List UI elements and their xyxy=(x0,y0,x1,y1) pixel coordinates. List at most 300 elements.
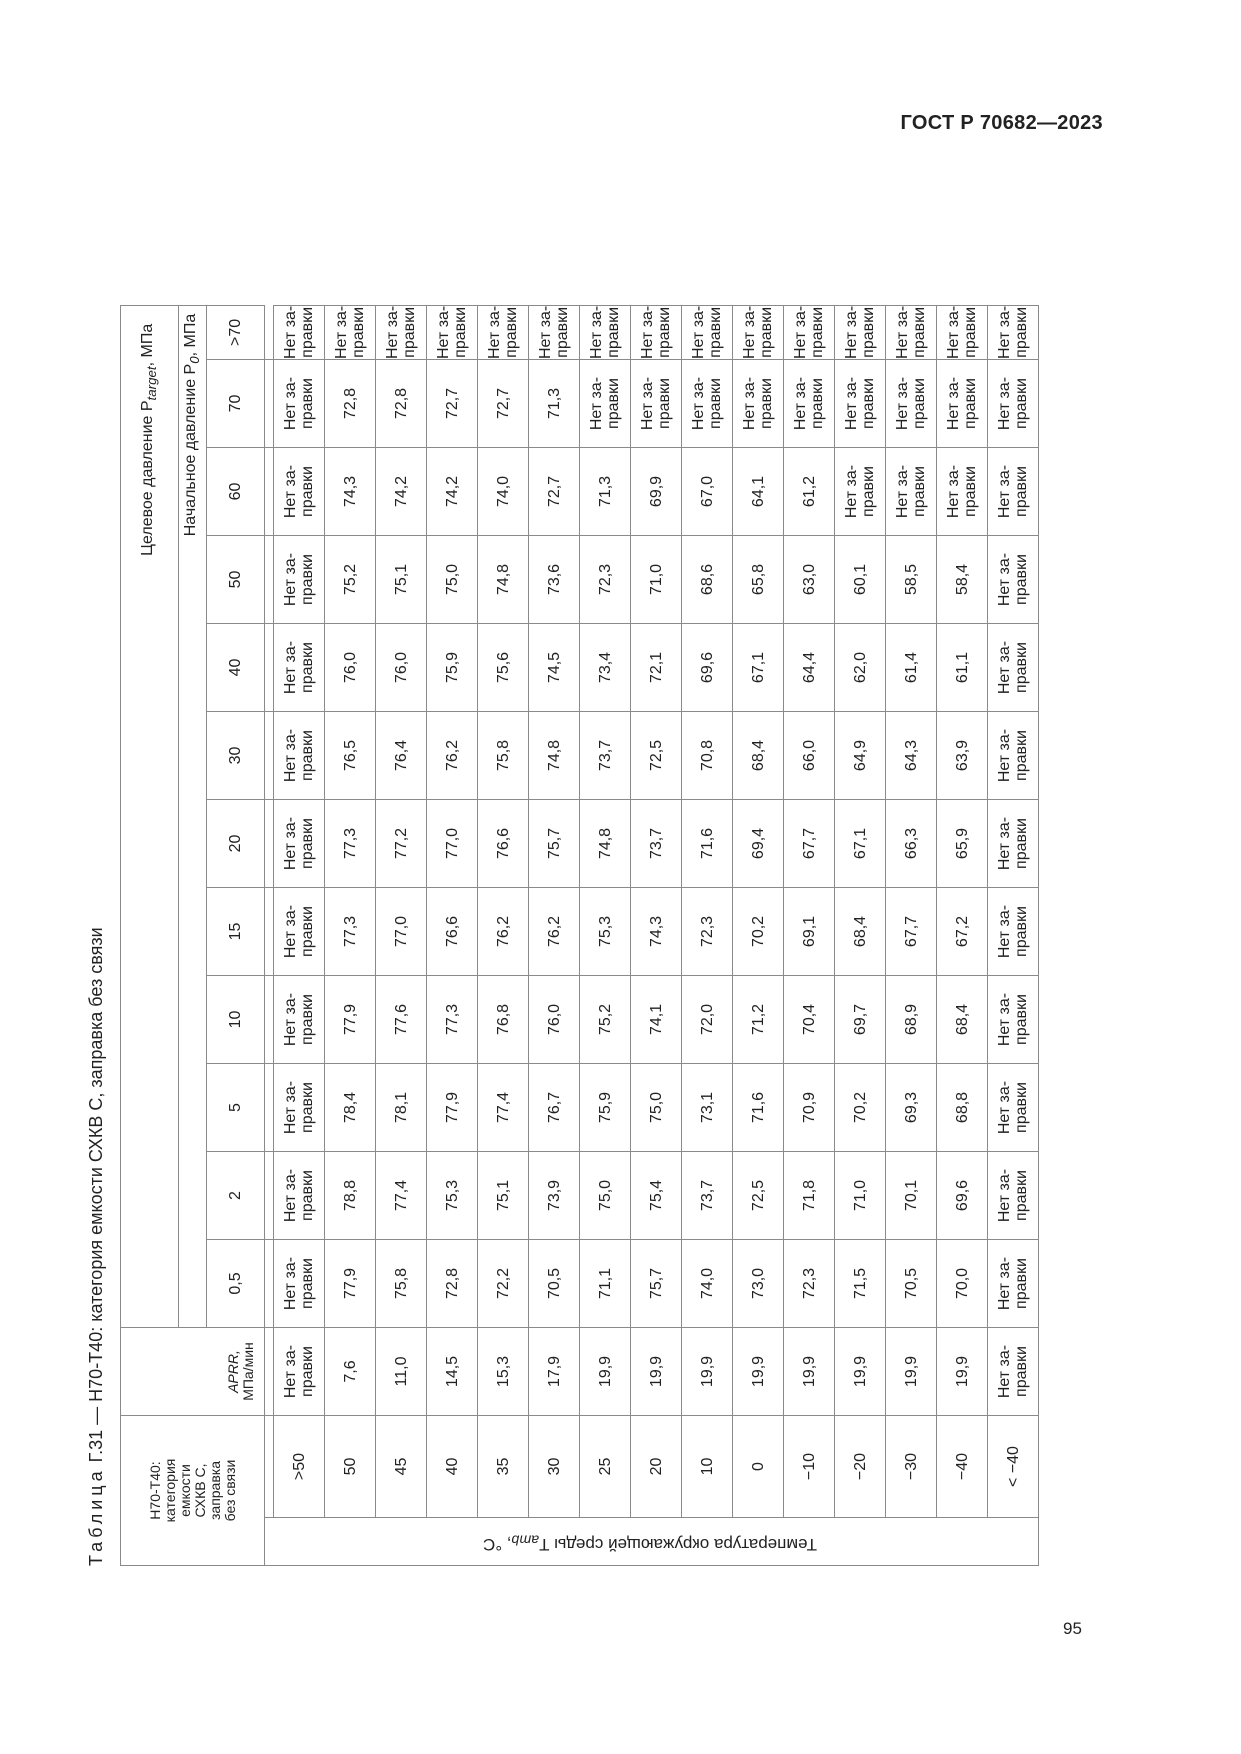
cell-text-line: Нет за- xyxy=(843,376,860,431)
pressure-cell: 63,9 xyxy=(937,712,988,800)
cell-text-line: правки xyxy=(299,818,316,869)
cell-text-line: правки xyxy=(299,554,316,605)
cell-text-line: Нет за- xyxy=(537,305,554,359)
pressure-cell xyxy=(682,305,733,359)
pressure-cell xyxy=(274,305,325,359)
table-row xyxy=(835,305,886,1565)
pressure-cell xyxy=(274,712,325,800)
pressure-cell xyxy=(937,360,988,448)
cell-text-line: правки xyxy=(1013,994,1030,1045)
pressure-cell: 71,8 xyxy=(784,1152,835,1240)
cell-text-line: правки xyxy=(299,306,316,358)
pressure-cell: 73,9 xyxy=(529,1152,580,1240)
aprr-cell: 7,6 xyxy=(325,1328,376,1416)
pressure-cell: 75,7 xyxy=(529,800,580,888)
spacer-cell xyxy=(265,976,274,1064)
pressure-cell: 72,7 xyxy=(427,360,478,448)
cell-text-line: Нет за- xyxy=(945,305,962,359)
pressure-cell xyxy=(274,1152,325,1240)
pressure-cell: 77,6 xyxy=(376,976,427,1064)
cell-text-line: Нет за- xyxy=(588,376,605,431)
p0-column-header: 0,5 xyxy=(207,1240,265,1328)
pressure-cell xyxy=(580,360,631,448)
pressure-cell: 76,6 xyxy=(427,888,478,976)
pressure-cell: 76,8 xyxy=(478,976,529,1064)
pressure-cell: 72,8 xyxy=(427,1240,478,1328)
aprr-cell: 15,3 xyxy=(478,1328,529,1416)
pressure-cell: 73,6 xyxy=(529,536,580,624)
pressure-cell: 72,3 xyxy=(784,1240,835,1328)
aprr-unit: МПа/мин xyxy=(240,1342,256,1401)
spacer-cell xyxy=(265,448,274,536)
cell-text-line: правки xyxy=(299,1346,316,1397)
pressure-cell: 61,1 xyxy=(937,624,988,712)
table-row xyxy=(682,305,733,1565)
pressure-cell: 75,3 xyxy=(427,1152,478,1240)
page-number: 95 xyxy=(1063,1619,1082,1638)
cell-text-line: Нет за- xyxy=(282,552,299,607)
cell-text-line: правки xyxy=(911,466,928,517)
cell-text-line: правки xyxy=(707,306,724,358)
spacer-cell xyxy=(265,1240,274,1328)
cell-text-line: Нет за- xyxy=(792,305,809,359)
cell-text-line: правки xyxy=(860,378,877,429)
pressure-cell xyxy=(427,305,478,359)
table-row xyxy=(580,305,631,1565)
pressure-cell: 64,4 xyxy=(784,624,835,712)
pressure-cell: 71,2 xyxy=(733,976,784,1064)
table-row xyxy=(886,305,937,1565)
pressure-cell xyxy=(376,305,427,359)
pressure-cell: 75,8 xyxy=(478,712,529,800)
pressure-cell: 77,4 xyxy=(376,1152,427,1240)
spacer-cell xyxy=(265,1152,274,1240)
cell-text-line: Нет за- xyxy=(639,305,656,359)
pressure-cell: 78,1 xyxy=(376,1064,427,1152)
caption-prefix: Таблица xyxy=(86,1467,106,1566)
cell-text-line: правки xyxy=(656,378,673,429)
corner-header-line: категория xyxy=(161,1458,178,1523)
pressure-cell: 71,1 xyxy=(580,1240,631,1328)
p0-column-header: 2 xyxy=(207,1152,265,1240)
cell-text-line: правки xyxy=(656,306,673,358)
pressure-cell: 75,0 xyxy=(580,1152,631,1240)
pressure-cell: 68,4 xyxy=(835,888,886,976)
pressure-cell: 64,3 xyxy=(886,712,937,800)
pressure-cell: 65,9 xyxy=(937,800,988,888)
pressure-cell: 68,9 xyxy=(886,976,937,1064)
cell-text-line: правки xyxy=(962,378,979,429)
pressure-cell xyxy=(886,360,937,448)
table-row xyxy=(937,305,988,1565)
pressure-cell: 72,5 xyxy=(733,1152,784,1240)
pressure-cell xyxy=(988,800,1039,888)
pressure-cell: 69,7 xyxy=(835,976,886,1064)
pressure-cell xyxy=(325,305,376,359)
pressure-cell: 76,2 xyxy=(427,712,478,800)
cell-text-line: Нет за- xyxy=(894,464,911,519)
table-caption xyxy=(80,927,120,1566)
pressure-cell: 70,5 xyxy=(886,1240,937,1328)
pressure-cell: 70,5 xyxy=(529,1240,580,1328)
temperature-cell: 40 xyxy=(427,1416,478,1518)
p0-column-header: 30 xyxy=(207,712,265,800)
target-pressure-unit: , МПа xyxy=(138,323,156,367)
corner-header-line: заправка xyxy=(206,1461,223,1521)
pressure-cell: 64,1 xyxy=(733,448,784,536)
pressure-cell: 73,7 xyxy=(682,1152,733,1240)
pressure-cell xyxy=(274,448,325,536)
temperature-cell: −20 xyxy=(835,1416,886,1518)
spacer-cell xyxy=(265,800,274,888)
pressure-cell: 72,3 xyxy=(580,536,631,624)
pressure-cell: 77,9 xyxy=(427,1064,478,1152)
cell-text-line: Нет за- xyxy=(894,376,911,431)
temperature-cell: >50 xyxy=(274,1416,325,1518)
pressure-cell: 67,2 xyxy=(937,888,988,976)
pressure-cell: 66,0 xyxy=(784,712,835,800)
table-row xyxy=(733,305,784,1565)
temperature-cell: −10 xyxy=(784,1416,835,1518)
cell-text-line: Нет за- xyxy=(996,904,1013,959)
pressure-cell: 67,1 xyxy=(835,800,886,888)
corner-header-line: СХКВ С, xyxy=(191,1463,208,1518)
table-row xyxy=(784,305,835,1565)
p0-column-header: 5 xyxy=(207,1064,265,1152)
pressure-cell xyxy=(631,360,682,448)
pressure-cell: 72,0 xyxy=(682,976,733,1064)
cell-text-line: правки xyxy=(605,306,622,358)
spacer-cell xyxy=(265,536,274,624)
temperature-cell: 50 xyxy=(325,1416,376,1518)
pressure-cell xyxy=(580,305,631,359)
pressure-cell: 77,9 xyxy=(325,976,376,1064)
p0-column-header: 40 xyxy=(207,624,265,712)
p0-column-header: 15 xyxy=(207,888,265,976)
spacer-cell xyxy=(265,712,274,800)
temperature-cell: −30 xyxy=(886,1416,937,1518)
pressure-cell: 76,0 xyxy=(325,624,376,712)
pressure-cell: 73,4 xyxy=(580,624,631,712)
corner-header-line: Н70-Т40: xyxy=(146,1461,163,1520)
cell-text-line: Нет за- xyxy=(282,992,299,1047)
cell-text-line: Нет за- xyxy=(690,376,707,431)
cell-text-line: Нет за- xyxy=(996,728,1013,783)
spacer-cell xyxy=(265,1328,274,1416)
cell-text-line: Нет за- xyxy=(282,305,299,359)
cell-text-line: правки xyxy=(554,306,571,358)
pressure-cell: 74,2 xyxy=(376,448,427,536)
aprr-cell xyxy=(988,1328,1039,1416)
pressure-cell: 72,8 xyxy=(325,360,376,448)
corner-header xyxy=(121,1416,265,1566)
pressure-cell: 74,8 xyxy=(529,712,580,800)
rotated-table-block xyxy=(80,172,1080,1566)
cell-text-line: правки xyxy=(401,306,418,358)
document-code: ГОСТ Р 70682—2023 xyxy=(900,112,1103,134)
initial-pressure-subscript: 0 xyxy=(187,356,203,364)
pressure-cell: 75,3 xyxy=(580,888,631,976)
pressure-cell: 72,3 xyxy=(682,888,733,976)
pressure-cell: 75,6 xyxy=(478,624,529,712)
cell-text-line: Нет за- xyxy=(996,1256,1013,1311)
pressure-cell: 76,5 xyxy=(325,712,376,800)
pressure-cell: 74,5 xyxy=(529,624,580,712)
pressure-cell xyxy=(988,360,1039,448)
pressure-cell xyxy=(988,888,1039,976)
cell-text-line: правки xyxy=(299,466,316,517)
cell-text-line: правки xyxy=(299,994,316,1045)
temperature-cell: 30 xyxy=(529,1416,580,1518)
pressure-cell xyxy=(733,360,784,448)
cell-text-line: правки xyxy=(707,378,724,429)
aprr-cell: 17,9 xyxy=(529,1328,580,1416)
pressure-cell: 77,2 xyxy=(376,800,427,888)
cell-text-line: правки xyxy=(962,306,979,358)
cell-text-line: правки xyxy=(1013,554,1030,605)
pressure-cell: 71,6 xyxy=(682,800,733,888)
cell-text-line: Нет за- xyxy=(282,376,299,431)
initial-pressure-header xyxy=(179,305,207,1327)
cell-text-line: правки xyxy=(1013,730,1030,781)
pressure-cell: 75,2 xyxy=(325,536,376,624)
cell-text-line: правки xyxy=(1013,378,1030,429)
cell-text-line: правки xyxy=(758,378,775,429)
pressure-cell: 60,1 xyxy=(835,536,886,624)
cell-text-line: правки xyxy=(1013,466,1030,517)
pressure-cell: 72,7 xyxy=(529,448,580,536)
pressure-cell: 71,3 xyxy=(580,448,631,536)
cell-text-line: Нет за- xyxy=(843,464,860,519)
cell-text-line: Нет за- xyxy=(996,992,1013,1047)
pressure-cell: 69,9 xyxy=(631,448,682,536)
table-row xyxy=(988,305,1039,1565)
pressure-cell xyxy=(274,536,325,624)
target-pressure-subscript: target xyxy=(144,366,160,401)
pressure-cell: 78,8 xyxy=(325,1152,376,1240)
pressure-cell xyxy=(988,624,1039,712)
pressure-cell xyxy=(682,360,733,448)
pressure-cell: 61,4 xyxy=(886,624,937,712)
cell-text-line: правки xyxy=(1013,1170,1030,1221)
cell-text-line: Нет за- xyxy=(996,552,1013,607)
pressure-cell: 76,6 xyxy=(478,800,529,888)
pressure-cell xyxy=(274,624,325,712)
temperature-cell: 10 xyxy=(682,1416,733,1518)
pressure-cell: 75,9 xyxy=(580,1064,631,1152)
initial-pressure-label: Начальное давление P xyxy=(181,363,199,537)
cell-text-line: правки xyxy=(911,306,928,358)
pressure-cell: 67,7 xyxy=(784,800,835,888)
pressure-cell xyxy=(988,712,1039,800)
pressure-cell xyxy=(886,448,937,536)
cell-text-line: Нет за- xyxy=(894,305,911,359)
pressure-cell: 75,7 xyxy=(631,1240,682,1328)
cell-text-line: правки xyxy=(1013,1346,1030,1397)
cell-text-line: Нет за- xyxy=(282,816,299,871)
table-row xyxy=(427,305,478,1565)
table-row xyxy=(529,305,580,1565)
pressure-cell: 70,2 xyxy=(733,888,784,976)
cell-text-line: правки xyxy=(1013,1258,1030,1309)
pressure-cell: 66,3 xyxy=(886,800,937,888)
pressure-cell: 74,8 xyxy=(580,800,631,888)
pressure-cell: 65,8 xyxy=(733,536,784,624)
p0-column-header: >70 xyxy=(207,305,265,359)
pressure-cell: 76,7 xyxy=(529,1064,580,1152)
aprr-cell: 14,5 xyxy=(427,1328,478,1416)
cell-text-line: правки xyxy=(452,306,469,358)
cell-text-line: Нет за- xyxy=(282,1168,299,1223)
pressure-cell: 68,6 xyxy=(682,536,733,624)
table-row xyxy=(274,305,325,1565)
spacer-cell xyxy=(265,1064,274,1152)
aprr-cell: 19,9 xyxy=(835,1328,886,1416)
pressure-cell: 72,1 xyxy=(631,624,682,712)
aprr-cell: 19,9 xyxy=(580,1328,631,1416)
pressure-cell: 70,8 xyxy=(682,712,733,800)
initial-pressure-unit: , МПа xyxy=(181,313,199,357)
cell-text-line: Нет за- xyxy=(588,305,605,359)
aprr-cell: 19,9 xyxy=(631,1328,682,1416)
target-pressure-label: Целевое давление P xyxy=(138,400,156,556)
pressure-cell: 75,0 xyxy=(427,536,478,624)
pressure-cell: 75,4 xyxy=(631,1152,682,1240)
cell-text-line: правки xyxy=(860,466,877,517)
pressure-cell: 68,4 xyxy=(733,712,784,800)
spacer-row xyxy=(265,305,274,1565)
corner-header-text xyxy=(148,1416,238,1565)
cell-text-line: правки xyxy=(860,306,877,358)
pressure-cell: 77,4 xyxy=(478,1064,529,1152)
pressure-cell: 58,5 xyxy=(886,536,937,624)
pressure-cell: 69,1 xyxy=(784,888,835,976)
pressure-cell: 73,7 xyxy=(631,800,682,888)
pressure-cell: 76,0 xyxy=(529,976,580,1064)
cell-text-line: Нет за- xyxy=(435,305,452,359)
pressure-cell xyxy=(988,1152,1039,1240)
pressure-cell: 74,8 xyxy=(478,536,529,624)
pressure-cell xyxy=(733,305,784,359)
cell-text-line: Нет за- xyxy=(486,305,503,359)
p0-column-header: 10 xyxy=(207,976,265,1064)
pressure-cell: 75,1 xyxy=(376,536,427,624)
pressure-cell: 70,9 xyxy=(784,1064,835,1152)
data-table xyxy=(120,305,1039,1566)
cell-text-line: правки xyxy=(1013,1082,1030,1133)
cell-text-line: Нет за- xyxy=(843,305,860,359)
cell-text-line: Нет за- xyxy=(333,305,350,359)
temperature-cell: < −40 xyxy=(988,1416,1039,1518)
cell-text-line: правки xyxy=(1013,906,1030,957)
cell-text-line: Нет за- xyxy=(996,376,1013,431)
pressure-cell: 72,8 xyxy=(376,360,427,448)
aprr-header xyxy=(121,1328,265,1416)
cell-text-line: Нет за- xyxy=(996,305,1013,359)
temperature-label-subscript: amb xyxy=(511,1531,539,1548)
pressure-cell: 61,2 xyxy=(784,448,835,536)
aprr-cell: 19,9 xyxy=(937,1328,988,1416)
pressure-cell: 69,3 xyxy=(886,1064,937,1152)
cell-text-line: правки xyxy=(299,1258,316,1309)
cell-text-line: Нет за- xyxy=(282,728,299,783)
pressure-cell: 69,6 xyxy=(682,624,733,712)
cell-text-line: правки xyxy=(299,642,316,693)
pressure-cell: 74,3 xyxy=(631,888,682,976)
pressure-cell: 63,0 xyxy=(784,536,835,624)
pressure-cell: 77,3 xyxy=(325,888,376,976)
pressure-cell: 67,0 xyxy=(682,448,733,536)
pressure-cell xyxy=(529,305,580,359)
pressure-cell: 67,7 xyxy=(886,888,937,976)
cell-text-line: Нет за- xyxy=(996,640,1013,695)
spacer-cell xyxy=(265,624,274,712)
table-row xyxy=(631,305,682,1565)
cell-text-line: правки xyxy=(299,1082,316,1133)
p0-column-header: 60 xyxy=(207,448,265,536)
table-row xyxy=(325,305,376,1565)
pressure-cell xyxy=(988,1240,1039,1328)
pressure-cell xyxy=(988,976,1039,1064)
cell-text-line: Нет за- xyxy=(282,1344,299,1399)
pressure-cell: 70,0 xyxy=(937,1240,988,1328)
temperature-label-text: Температура окружающей среды T xyxy=(538,1534,817,1554)
pressure-cell: 64,9 xyxy=(835,712,886,800)
pressure-cell xyxy=(886,305,937,359)
corner-header-line: без связи xyxy=(221,1459,238,1522)
pressure-cell: 75,8 xyxy=(376,1240,427,1328)
pressure-cell xyxy=(274,1240,325,1328)
pressure-cell: 74,0 xyxy=(478,448,529,536)
p0-column-header: 70 xyxy=(207,360,265,448)
cell-text-line: правки xyxy=(605,378,622,429)
pressure-cell: 70,4 xyxy=(784,976,835,1064)
aprr-cell: 19,9 xyxy=(733,1328,784,1416)
pressure-cell xyxy=(784,305,835,359)
pressure-cell: 70,1 xyxy=(886,1152,937,1240)
aprr-cell: 11,0 xyxy=(376,1328,427,1416)
pressure-cell xyxy=(274,800,325,888)
cell-text-line: правки xyxy=(299,1170,316,1221)
temperature-cell: 35 xyxy=(478,1416,529,1518)
cell-text-line: Нет за- xyxy=(741,376,758,431)
temperature-label xyxy=(483,1530,817,1552)
cell-text-line: Нет за- xyxy=(282,640,299,695)
pressure-cell xyxy=(988,1064,1039,1152)
p0-column-header: 20 xyxy=(207,800,265,888)
pressure-cell: 75,1 xyxy=(478,1152,529,1240)
pressure-cell: 78,4 xyxy=(325,1064,376,1152)
temperature-cell: 0 xyxy=(733,1416,784,1518)
pressure-cell: 71,0 xyxy=(835,1152,886,1240)
pressure-cell: 68,8 xyxy=(937,1064,988,1152)
cell-text-line: Нет за- xyxy=(996,816,1013,871)
pressure-cell xyxy=(835,360,886,448)
pressure-cell: 77,0 xyxy=(427,800,478,888)
cell-text-line: Нет за- xyxy=(741,305,758,359)
cell-text-line: Нет за- xyxy=(792,376,809,431)
cell-text-line: Нет за- xyxy=(384,305,401,359)
temperature-label-cell xyxy=(265,1518,1039,1566)
pressure-cell xyxy=(937,305,988,359)
pressure-cell xyxy=(988,536,1039,624)
spacer-cell xyxy=(265,1416,274,1518)
cell-text-line: правки xyxy=(758,306,775,358)
cell-text-line: Нет за- xyxy=(690,305,707,359)
pressure-cell: 72,5 xyxy=(631,712,682,800)
cell-text-line: правки xyxy=(1013,818,1030,869)
cell-text-line: Нет за- xyxy=(996,1080,1013,1135)
